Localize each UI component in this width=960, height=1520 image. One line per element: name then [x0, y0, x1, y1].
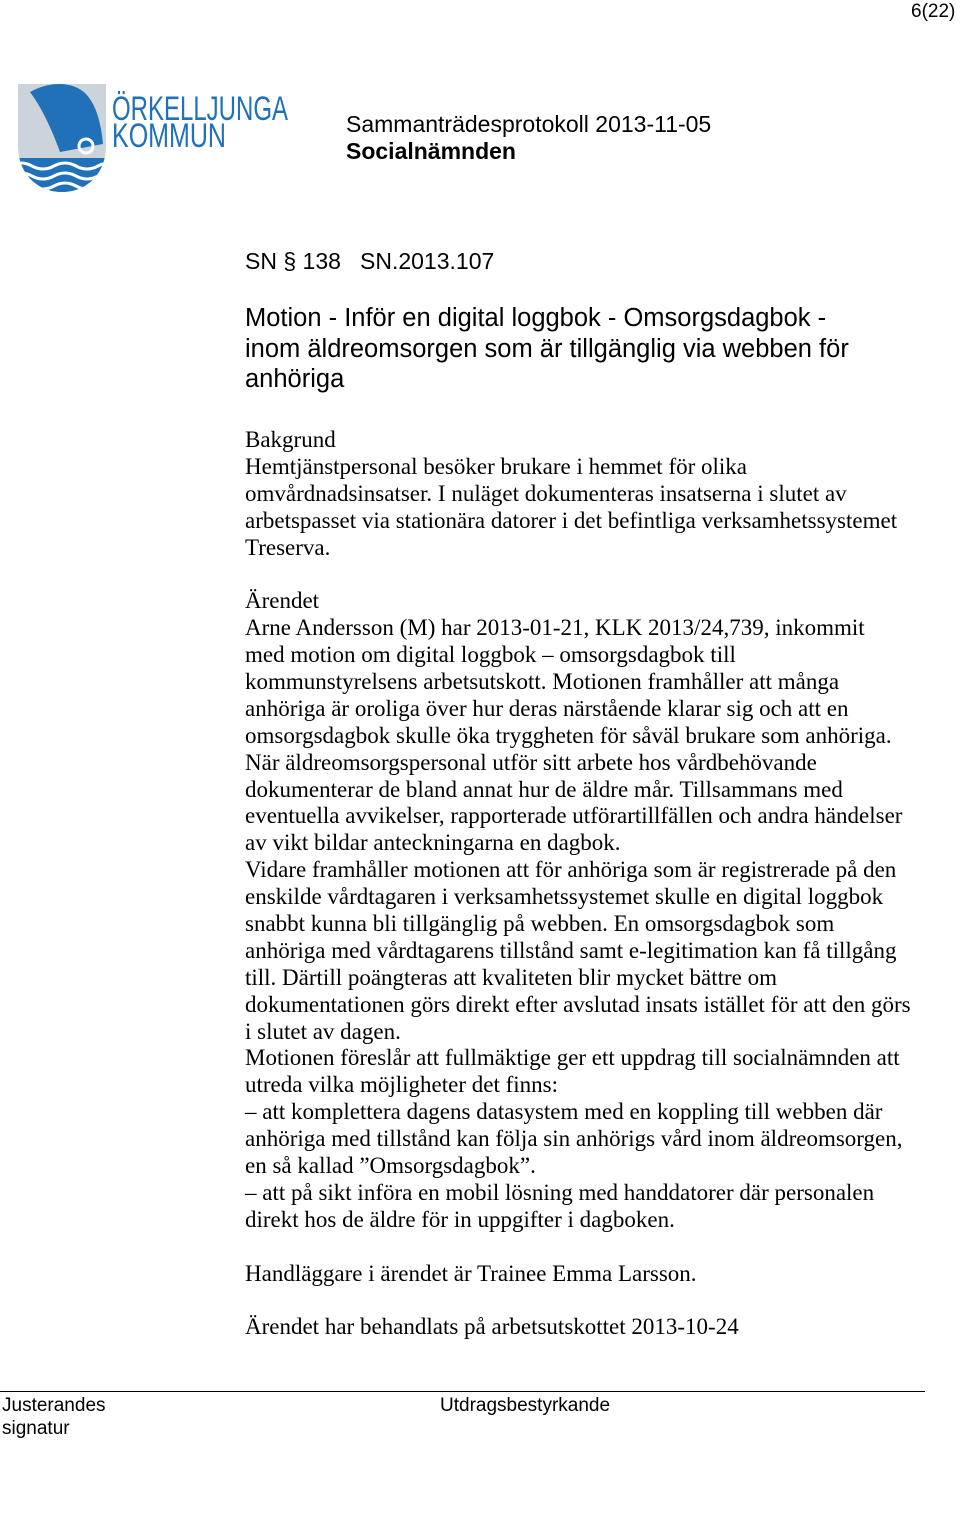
paragraph-spacer [245, 561, 911, 588]
matter-text-line: direkt hos de äldre för in uppgifter i dagboken. [245, 1206, 675, 1232]
paragraph-spacer [245, 1288, 911, 1315]
case-number: SN.2013.107 [360, 248, 495, 274]
background-text-line: Hemtjänstpersonal besöker brukare i hemmet för olika [245, 453, 748, 479]
background-heading: Bakgrund [245, 427, 336, 452]
logo-name-text: ÖRKELLJUNGA [112, 90, 289, 128]
paragraph-number: SN § 138 [245, 248, 341, 274]
adjusters-signature-label [2, 1394, 106, 1440]
paragraph-spacer [245, 1234, 911, 1261]
handler-note: Handläggare i ärendet är Trainee Emma Larsson. [245, 1260, 697, 1286]
matter-text-line: utreda vilka möjligheter det finns: [245, 1072, 558, 1098]
matter-title [245, 303, 849, 395]
matter-text-line: kommunstyrelsens arbetsutskott. Motionen framhåller att många [245, 669, 840, 695]
matter-text-line: enskilde vårdtagaren i verksamhetssystemet skulle en digital loggbok [245, 884, 884, 910]
case-reference [245, 248, 505, 275]
matter-text-line: Arne Andersson (M) har 2013-01-21, KLK 2013/24,739, inkommit [245, 615, 865, 641]
protocol-title: Sammanträdesprotokoll 2013-11-05 [346, 111, 712, 137]
page-number: 6(22) [911, 1, 956, 22]
committee-name: Socialnämnden [346, 138, 516, 164]
matter-text-line: – att på sikt införa en mobil lösning med handdatorer där personalen [245, 1179, 875, 1205]
logo-water-waves [10, 158, 120, 194]
matter-text-line: med motion om digital loggbok – omsorgsdagbok till [245, 642, 736, 668]
matter-text-line: dokumentationen görs direkt efter avslutad insats istället för att den görs [245, 991, 911, 1017]
matter-text-line: till. Därtill poängteras att kvaliteten blir mycket bättre om [245, 964, 778, 990]
matter-text-line: När äldreomsorgspersonal utför sitt arbete hos vårdbehövande [245, 749, 817, 775]
extract-certification-label: Utdragsbestyrkande [440, 1395, 611, 1416]
matter-text-line: av vikt bildar anteckningarna en dagbok. [245, 830, 621, 856]
matter-text-line: snabbt kunna bli tillgänglig på webben. En omsorgsdagbok som [245, 911, 835, 937]
matter-text-line: Vidare framhåller motionen att för anhöriga som är registrerade på den [245, 857, 897, 883]
logo-emblem [10, 84, 120, 194]
municipality-logo [0, 0, 300, 200]
matter-text-line: – att komplettera dagens datasystem med en koppling till webben där [245, 1099, 883, 1125]
footer-rule [0, 1391, 925, 1392]
background-text-line: arbetspasset via stationära datorer i det befintliga verksamhetssystemet [245, 507, 898, 533]
matter-text-line: anhöriga med tillstånd kan följa sin anhörigs vård inom äldreomsorgen, [245, 1126, 903, 1152]
matter-heading: Ärendet [245, 588, 320, 614]
matter-text-line: dokumenterar de bland annat hur de äldre mår. Tillsammans med [245, 776, 843, 802]
matter-text-line: en så kallad ”Omsorgsdagbok”. [245, 1153, 536, 1179]
matter-text-line: i slutet av dagen. [245, 1018, 401, 1044]
matter-text-line: Motionen föreslår att fullmäktige ger ett uppdrag till socialnämnden att [245, 1045, 900, 1071]
matter-text-line: anhöriga är oroliga över hur deras närstående klarar sig och att en [245, 695, 849, 721]
document-header [346, 111, 711, 165]
title-line: Motion - Inför en digital loggbok - Omsorgsdagbok - [245, 304, 827, 332]
title-line: inom äldreomsorgen som är tillgänglig via webben för [245, 334, 849, 363]
logo-kommun-text: KOMMUN [112, 117, 226, 155]
protocol-body [245, 427, 911, 1341]
title-line: anhöriga [245, 365, 345, 393]
matter-text-line: anhöriga med vårdtagarens tillstånd samt e-legitimation kan få tillgång [245, 937, 897, 963]
matter-text-line: eventuella avvikelser, rapporterade utförartillfällen och andra händelser [245, 803, 903, 829]
background-text-line: omvårdnadsinsatser. I nuläget dokumenteras insatserna i slutet av [245, 480, 847, 506]
footer-label-line: signatur [2, 1418, 70, 1439]
matter-text-line: omsorgsdagbok skulle öka tryggheten för såväl brukare som anhöriga. [245, 722, 892, 748]
background-text-line: Treserva. [245, 534, 331, 560]
processed-note: Ärendet har behandlats på arbetsutskottet 2013-10-24 [245, 1314, 739, 1340]
footer-label-line: Justerandes [2, 1395, 106, 1416]
